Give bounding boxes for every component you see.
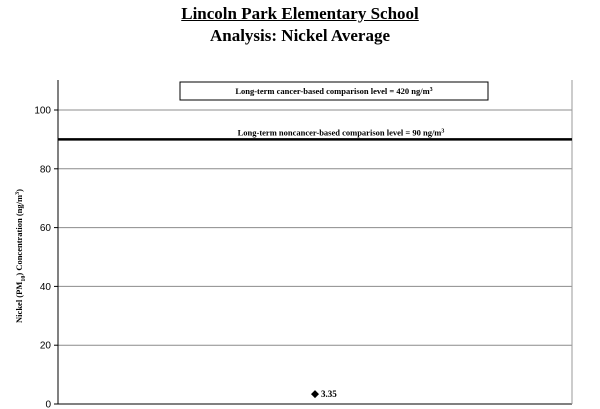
y-tick-label: 60: [39, 223, 51, 235]
y-tick-label: 0: [45, 399, 51, 409]
y-axis-label: Nickel $(PM_{10})$ Concentration $(ng/m^3)$: [14, 189, 27, 323]
y-tick-label: 20: [39, 340, 51, 352]
noncancer-reference-label: Long-term noncancer-based comparison level = 90 $ng/m^3$: [237, 127, 445, 138]
gridlines: [58, 110, 572, 345]
chart-subtitle: Analysis: Nickel Average: [209, 26, 391, 45]
y-tick-label: 40: [39, 281, 51, 293]
cancer-annotation-label: Long-term cancer-based comparison level = 420 $ng/m^3$: [235, 86, 433, 96]
y-tick-label: 80: [39, 164, 51, 176]
data-point-marker: [311, 390, 319, 398]
y-axis-ticks: [34, 106, 58, 409]
data-point-label: 3.35: [321, 389, 337, 400]
data-points: [311, 389, 337, 399]
chart-title: Lincoln Park Elementary School: [181, 4, 419, 23]
y-tick-label: 100: [34, 105, 51, 117]
